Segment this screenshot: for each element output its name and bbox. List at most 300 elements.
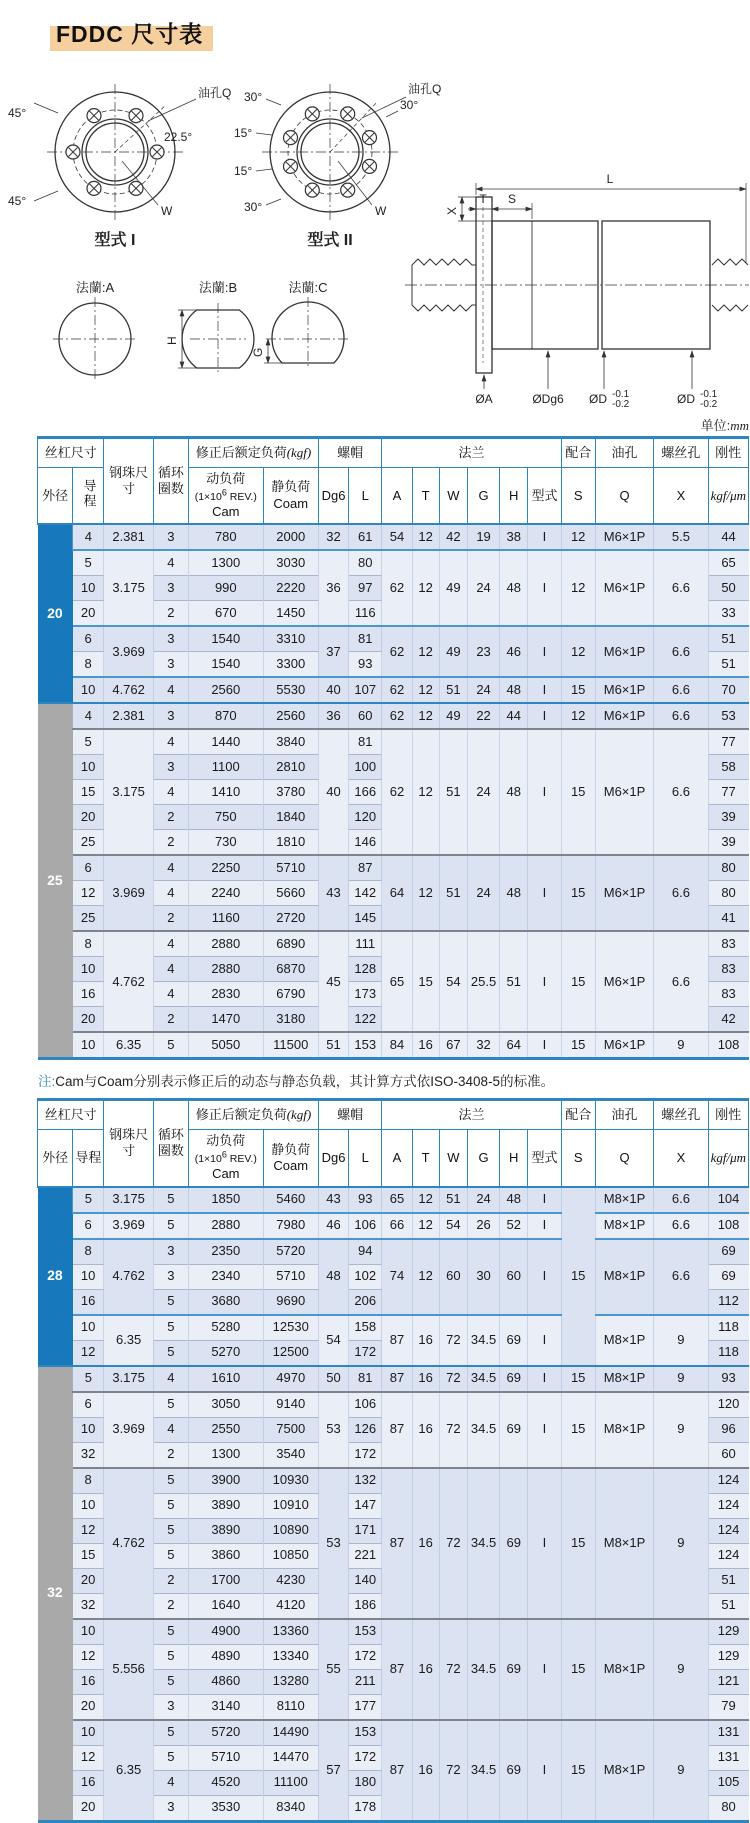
table-cell: 10 (73, 1417, 104, 1442)
table-cell: 6890 (263, 931, 318, 957)
table-cell: 57 (318, 1720, 348, 1822)
col-screw-size: 丝杠尺寸 (38, 438, 104, 468)
technical-drawings (0, 55, 750, 413)
table-cell: 5 (153, 1392, 188, 1418)
table-cell: 9690 (263, 1289, 318, 1315)
table-cell: 3860 (189, 1543, 264, 1568)
table-cell: 107 (349, 677, 382, 703)
table-cell: 34.5 (467, 1366, 499, 1392)
table-cell: 5 (153, 1644, 188, 1669)
tolerance-upper: -0.1 (612, 389, 630, 400)
table-cell: 3.175 (104, 1187, 153, 1213)
table-cell: M8×1P (595, 1239, 653, 1315)
col-dg6: Dg6 (318, 1130, 348, 1187)
table-cell: 5720 (263, 1239, 318, 1265)
table-cell: 15 (561, 931, 595, 1032)
table-cell: I (528, 931, 561, 1032)
table-cell: 10890 (263, 1518, 318, 1543)
table-cell: 94 (349, 1239, 382, 1265)
table-cell: 93 (349, 652, 382, 678)
table-cell: 12 (412, 703, 439, 729)
table-cell: 15 (412, 931, 439, 1032)
table-cell: 20 (73, 1568, 104, 1593)
table-cell: I (528, 1720, 561, 1822)
table-cell: 3 (153, 1264, 188, 1289)
table-cell: I (528, 1392, 561, 1468)
table-cell: 10 (73, 1493, 104, 1518)
table-cell: 2 (153, 830, 188, 856)
table-cell: 12 (412, 524, 439, 550)
table-cell: 72 (439, 1392, 467, 1468)
table-cell: 48 (500, 677, 528, 703)
table-cell: 16 (412, 1619, 439, 1720)
table-cell: 124 (708, 1493, 748, 1518)
table-cell: 74 (382, 1239, 412, 1315)
table-cell: 48 (500, 855, 528, 931)
table-cell: 5270 (189, 1340, 264, 1366)
table-row (38, 1366, 749, 1392)
table-cell: 166 (349, 780, 382, 805)
col-oil-hole: 油孔 (595, 438, 653, 468)
table-cell: 72 (439, 1468, 467, 1619)
table-cell: 62 (382, 677, 412, 703)
table-cell: 37 (318, 626, 348, 677)
table-cell: 93 (708, 1366, 748, 1392)
table-cell: 1540 (189, 652, 264, 678)
table-cell: 5 (153, 1493, 188, 1518)
col-A: A (382, 468, 412, 525)
table-cell: 3.969 (104, 1213, 153, 1239)
table-cell: 2.381 (104, 524, 153, 550)
tolerance-lower: -0.2 (700, 399, 718, 410)
table-cell: 3540 (263, 1442, 318, 1468)
table-cell: 87 (382, 1392, 412, 1468)
table-cell: 12 (412, 1239, 439, 1315)
table-cell: M6×1P (595, 550, 653, 626)
table-cell: 24 (467, 855, 499, 931)
table-cell: 51 (439, 729, 467, 855)
angle-label: 22.5° (164, 130, 193, 144)
table-cell: 4890 (189, 1644, 264, 1669)
table-cell: 5710 (263, 855, 318, 881)
table-cell: 6.6 (654, 626, 708, 677)
table-cell: I (528, 729, 561, 855)
table-cell: 1160 (189, 906, 264, 932)
col-lead: 导程 (73, 468, 104, 525)
table-cell: 60 (349, 703, 382, 729)
table-cell: 66 (382, 1213, 412, 1239)
table-cell: 3840 (263, 729, 318, 755)
table-cell: 13360 (263, 1619, 318, 1645)
table-cell: 3890 (189, 1518, 264, 1543)
table-cell: 2830 (189, 982, 264, 1007)
angle-label: 30° (400, 98, 419, 112)
table-cell: 9 (654, 1468, 708, 1619)
table-cell: 16 (412, 1315, 439, 1366)
table-cell: M6×1P (595, 931, 653, 1032)
table-cell: 2220 (263, 576, 318, 601)
table-cell: 54 (382, 524, 412, 550)
table-cell: 1700 (189, 1568, 264, 1593)
col-fit: 配合 (561, 438, 595, 468)
table-cell: 69 (500, 1619, 528, 1720)
table-cell: 3.969 (104, 1392, 153, 1468)
table-row (38, 550, 749, 576)
table-cell: 25 (73, 830, 104, 856)
footnote: 注:Cam与Coam分别表示修正后的动态与静态负载，其计算方式依ISO-3408-5的标准。 (38, 1074, 555, 1090)
table-cell: 158 (349, 1315, 382, 1341)
table-cell: 6.6 (654, 677, 708, 703)
angle-label: 45° (8, 194, 27, 208)
table-cell: 34.5 (467, 1619, 499, 1720)
flange-front-type1-drawing (34, 84, 196, 220)
table-cell: 4 (153, 982, 188, 1007)
table-cell: 24 (467, 677, 499, 703)
table-cell: 54 (439, 931, 467, 1032)
table-cell: 4.762 (104, 1239, 153, 1315)
table-cell: 4 (153, 780, 188, 805)
table-cell: 3.969 (104, 855, 153, 931)
angle-label: 15° (234, 164, 253, 178)
table-cell: 43 (318, 1187, 348, 1213)
col-stiffness-unit: kgf/μm (708, 468, 748, 525)
table-cell: 7980 (263, 1213, 318, 1239)
col-G: G (467, 468, 499, 525)
col-Q: Q (595, 468, 653, 525)
table-cell: 3890 (189, 1493, 264, 1518)
table-cell: M6×1P (595, 1032, 653, 1059)
table-cell: 5 (73, 729, 104, 755)
table-body (38, 524, 749, 1059)
table-cell: 62 (382, 703, 412, 729)
table-cell: 8 (73, 1468, 104, 1494)
table-cell: 106 (349, 1392, 382, 1418)
table-cell: 4860 (189, 1669, 264, 1694)
table-cell: 6.6 (654, 1187, 708, 1213)
table-cell: 6.6 (654, 703, 708, 729)
table-cell: I (528, 1315, 561, 1366)
col-stiffness: 刚性 (708, 438, 748, 468)
col-T: T (412, 1130, 439, 1187)
dia-d-label: ØD (589, 392, 607, 406)
table-cell: 80 (708, 855, 748, 881)
table-cell: 3 (153, 626, 188, 652)
table-cell: 14470 (263, 1745, 318, 1770)
table-cell: M8×1P (595, 1187, 653, 1213)
table-cell: 2880 (189, 931, 264, 957)
table-row (38, 1720, 749, 1746)
table-cell: 36 (318, 703, 348, 729)
table-cell: 3.175 (104, 729, 153, 855)
table-cell: 72 (439, 1366, 467, 1392)
table-cell: 2 (153, 601, 188, 627)
table-cell: 69 (500, 1392, 528, 1468)
table-cell: 69 (500, 1468, 528, 1619)
table-cell: 12 (412, 1187, 439, 1213)
table-cell: 46 (318, 1213, 348, 1239)
table-cell: 51 (439, 677, 467, 703)
table-cell: 3 (153, 652, 188, 678)
table-cell: 45 (318, 931, 348, 1032)
table-cell: 5 (153, 1032, 188, 1059)
table-cell: 87 (382, 1366, 412, 1392)
table-cell: 3.175 (104, 550, 153, 626)
table-cell: 64 (382, 855, 412, 931)
table-cell: 83 (708, 982, 748, 1007)
table-cell: 77 (708, 729, 748, 755)
table-cell: M8×1P (595, 1366, 653, 1392)
table-cell: 3180 (263, 1007, 318, 1033)
table-cell: 15 (73, 1543, 104, 1568)
table-cell: 69 (500, 1720, 528, 1822)
table-cell: 6.35 (104, 1032, 153, 1059)
table-cell: 5660 (263, 881, 318, 906)
table-cell: 172 (349, 1745, 382, 1770)
table-cell: 10930 (263, 1468, 318, 1494)
table-cell: I (528, 1213, 561, 1239)
col-L: L (349, 1130, 382, 1187)
table-cell: 2810 (263, 755, 318, 780)
table-cell: 53 (708, 703, 748, 729)
table-row (38, 626, 749, 652)
page-header (50, 16, 750, 51)
table-cell: 60 (708, 1442, 748, 1468)
table-cell: 15 (73, 780, 104, 805)
table-cell: 51 (439, 855, 467, 931)
table-cell: 12500 (263, 1340, 318, 1366)
col-A: A (382, 1130, 412, 1187)
table-cell: 1100 (189, 755, 264, 780)
table-cell: 6870 (263, 957, 318, 982)
table-cell: 2 (153, 906, 188, 932)
table-cell: 60 (439, 1239, 467, 1315)
table-cell: 26 (467, 1213, 499, 1239)
table-cell: 8 (73, 931, 104, 957)
table-cell: 10 (73, 1315, 104, 1341)
table-cell: 2350 (189, 1239, 264, 1265)
table-cell: 3 (153, 755, 188, 780)
table-cell: 3530 (189, 1795, 264, 1821)
table-cell: 10 (73, 1619, 104, 1645)
table-cell: 10 (73, 1264, 104, 1289)
table-cell: 221 (349, 1543, 382, 1568)
col-load: 修正后额定负荷(kgf) (189, 438, 319, 468)
table-cell: 62 (382, 626, 412, 677)
table-cell: 54 (318, 1315, 348, 1366)
table-cell: 12 (412, 1213, 439, 1239)
table-cell: 25 (73, 906, 104, 932)
col-oil-hole: 油孔 (595, 1100, 653, 1130)
table-cell: 12530 (263, 1315, 318, 1341)
table-cell: 67 (439, 1032, 467, 1059)
table-cell: 153 (349, 1720, 382, 1746)
col-circuits: 循环圈数 (153, 1100, 188, 1187)
col-X: X (654, 468, 708, 525)
table-cell: 15 (561, 1720, 595, 1822)
table-cell: 142 (349, 881, 382, 906)
dia-a-label: ØA (475, 392, 493, 406)
oil-hole-label: 油孔Q (198, 86, 232, 100)
table-cell: 81 (349, 626, 382, 652)
table-cell: 1850 (189, 1187, 264, 1213)
flange-shape-c-drawing (264, 297, 350, 369)
table-cell: 1640 (189, 1593, 264, 1619)
table-cell: 24 (467, 1187, 499, 1213)
table-cell: 87 (349, 855, 382, 881)
col-static-load: 静负荷 Coam (263, 1130, 318, 1187)
x-dim-label: X (445, 206, 459, 215)
table-cell: 171 (349, 1518, 382, 1543)
table-cell: 24 (467, 729, 499, 855)
table-cell: 8 (73, 652, 104, 678)
table-cell: 3 (153, 524, 188, 550)
table-cell: 48 (500, 1187, 528, 1213)
flange-front-type2-drawing (256, 84, 406, 220)
table-cell: 6.35 (104, 1315, 153, 1366)
table-cell: 9 (654, 1720, 708, 1822)
table-cell: I (528, 703, 561, 729)
table-cell: 32 (73, 1442, 104, 1468)
table-cell: 12 (73, 1644, 104, 1669)
type1-label: 型式 I (94, 232, 136, 249)
table-cell: 34.5 (467, 1315, 499, 1366)
table-cell: I (528, 677, 561, 703)
g-dim-label: G (251, 347, 265, 357)
type2-label: 型式 II (307, 232, 353, 249)
table-cell: 4 (153, 550, 188, 576)
table-cell: 20 (73, 601, 104, 627)
table-cell: 4 (153, 957, 188, 982)
footnote-prefix: 注: (38, 1074, 56, 1090)
table-cell: 3 (153, 576, 188, 601)
col-dynamic-load: 动负荷 ($1\times 10^6$ REV.) Cam (189, 468, 264, 525)
table-cell: 4 (153, 677, 188, 703)
table-cell: 120 (708, 1392, 748, 1418)
table-cell: 53 (318, 1392, 348, 1468)
table-cell: 5 (153, 1289, 188, 1315)
table-cell: 15 (561, 1468, 595, 1619)
l-dim-label: L (606, 172, 614, 186)
table-cell: M6×1P (595, 729, 653, 855)
table-cell: 4970 (263, 1366, 318, 1392)
table-cell: 5.5 (654, 524, 708, 550)
angle-label: 30° (244, 200, 263, 214)
col-dynamic-load: 动负荷 ($1\times 10^6$ REV.) Cam (189, 1130, 264, 1187)
table-cell: 4 (153, 931, 188, 957)
table-cell: 12 (412, 729, 439, 855)
table-cell: 118 (708, 1340, 748, 1366)
table-cell: 12 (412, 855, 439, 931)
table-cell: 2720 (263, 906, 318, 932)
table-cell: 9 (654, 1315, 708, 1366)
table-cell: 15 (561, 855, 595, 931)
table-cell: 140 (349, 1568, 382, 1593)
table-cell: 54 (439, 1213, 467, 1239)
od-section-label: 20 (38, 524, 73, 703)
table-cell: 1540 (189, 626, 264, 652)
table-cell: 112 (708, 1289, 748, 1315)
table-cell: 5 (153, 1213, 188, 1239)
table-cell: 147 (349, 1493, 382, 1518)
table-cell: 11100 (263, 1770, 318, 1795)
table-cell: 750 (189, 805, 264, 830)
table-cell: 6.6 (654, 1239, 708, 1315)
table-cell: 4 (153, 1417, 188, 1442)
table-cell: 79 (708, 1694, 748, 1720)
w-label: W (161, 204, 173, 218)
dimension-table-1 (37, 436, 749, 1060)
table-cell: M8×1P (595, 1315, 653, 1366)
table-cell: 3.969 (104, 626, 153, 677)
table-cell: 2000 (263, 524, 318, 550)
flange-shape-a-drawing (53, 297, 137, 381)
table-cell: I (528, 550, 561, 626)
table-cell: 14490 (263, 1720, 318, 1746)
table-cell: 50 (318, 1366, 348, 1392)
table-cell: 12 (561, 626, 595, 677)
table-cell: 44 (500, 703, 528, 729)
table-cell: M6×1P (595, 524, 653, 550)
col-circuits: 循环圈数 (153, 438, 188, 525)
table-cell: 10 (73, 957, 104, 982)
table-cell: 6.6 (654, 931, 708, 1032)
table-cell: 2340 (189, 1264, 264, 1289)
col-od: 外径 (38, 468, 73, 525)
col-H: H (500, 468, 528, 525)
table-cell: 16 (412, 1366, 439, 1392)
table-cell: 43 (318, 855, 348, 931)
table-cell: 145 (349, 906, 382, 932)
table-cell: I (528, 1187, 561, 1213)
table-header (38, 1100, 749, 1187)
table-row (38, 1032, 749, 1059)
table-cell: 4 (153, 729, 188, 755)
table-cell: 4 (153, 881, 188, 906)
table-cell: 131 (708, 1745, 748, 1770)
table-cell: 5 (73, 1366, 104, 1392)
table-cell: 48 (318, 1239, 348, 1315)
table-cell: 6.6 (654, 855, 708, 931)
table-cell: 39 (708, 805, 748, 830)
table-cell: 53 (318, 1468, 348, 1619)
table-cell: 5720 (189, 1720, 264, 1746)
table-cell: 106 (349, 1213, 382, 1239)
table-cell: 9 (654, 1366, 708, 1392)
table-cell: 172 (349, 1442, 382, 1468)
table-cell: 4.762 (104, 677, 153, 703)
table-cell: 15 (561, 677, 595, 703)
col-lead: 导程 (73, 1130, 104, 1187)
table-cell: I (528, 1468, 561, 1619)
table-cell: 3680 (189, 1289, 264, 1315)
table-cell: 2250 (189, 855, 264, 881)
flange-b-label: 法蘭:B (198, 280, 238, 295)
od-section-label: 25 (38, 703, 73, 1059)
col-S: S (561, 1130, 595, 1187)
table-cell: 1810 (263, 830, 318, 856)
table-cell: 72 (439, 1619, 467, 1720)
table-cell: 93 (349, 1187, 382, 1213)
table-cell: I (528, 855, 561, 931)
table-cell: 34.5 (467, 1720, 499, 1822)
table-cell: 80 (708, 881, 748, 906)
table-cell: 20 (73, 1694, 104, 1720)
table-cell: 96 (708, 1417, 748, 1442)
table-cell: 12 (412, 626, 439, 677)
table-cell: 10 (73, 755, 104, 780)
table-cell: 4120 (263, 1593, 318, 1619)
table-cell: 16 (412, 1720, 439, 1822)
